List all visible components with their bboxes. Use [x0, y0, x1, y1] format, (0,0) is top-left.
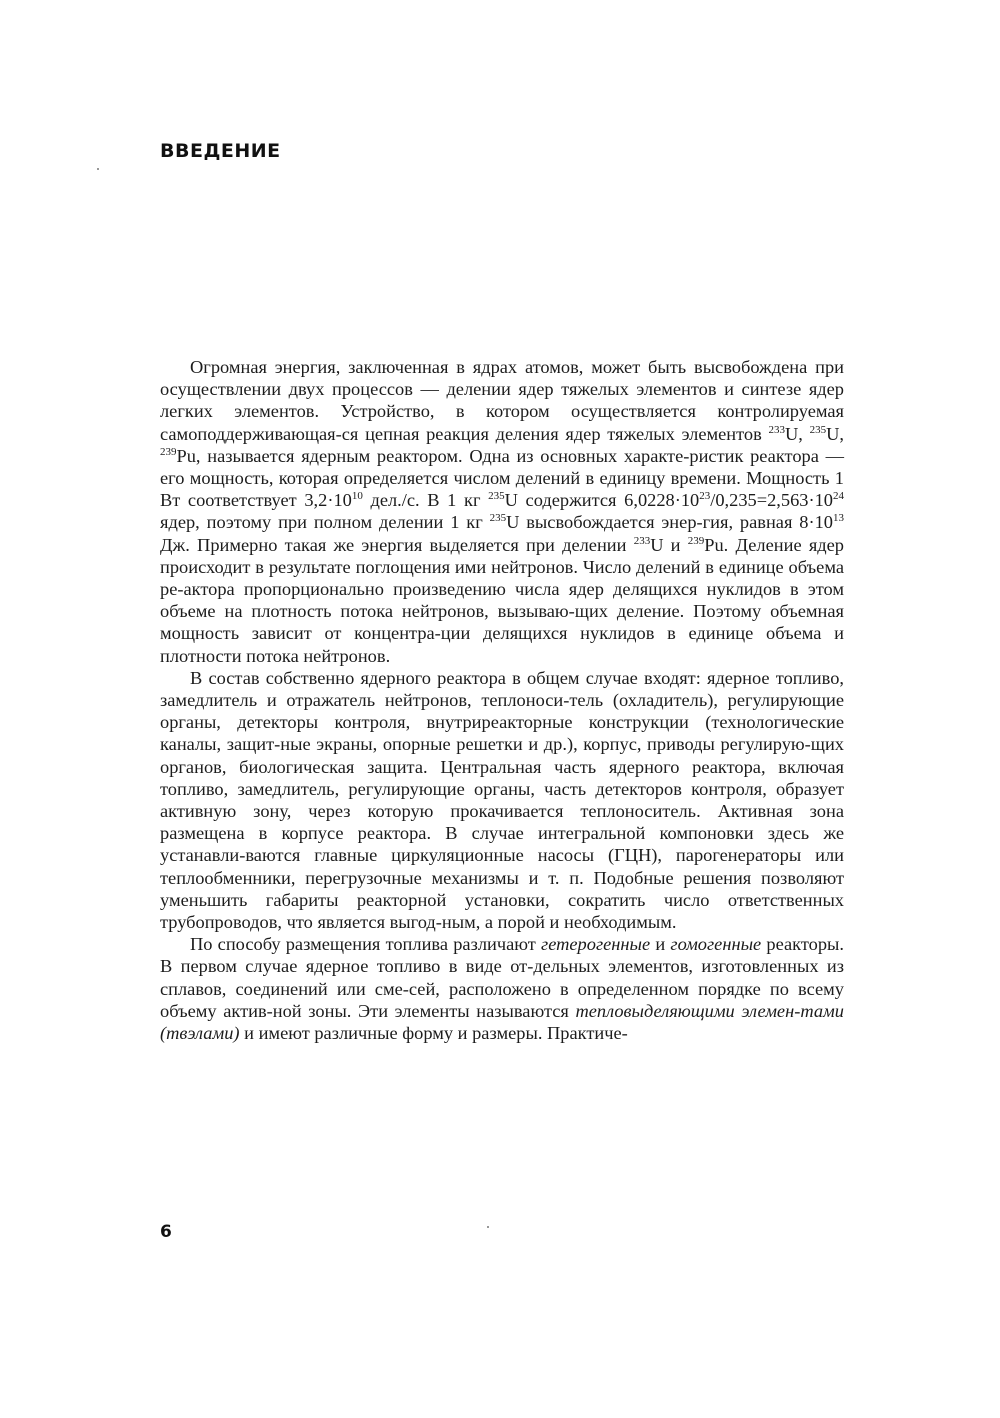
text-run: Pu, называется ядерным реактором. Одна из основных характе-ристик реактора — его мощность, которая определяется числом делений в единицу времени. Мощность 1 Вт соответствует 3,2·10 — [160, 445, 844, 511]
superscript: 13 — [833, 512, 844, 525]
superscript: 233 — [768, 423, 786, 436]
text-run: U, — [826, 423, 844, 444]
italic-term: тепловыделяющими элемен-тами (твэлами) — [160, 1000, 844, 1044]
page-number: 6 — [160, 1222, 172, 1242]
text-run: реакторы. В первом случае ядерное топливо в виде от-дельных элементов, изготовленных из сплавов, соединений или сме-сей, расположено в определенном порядке по всему объему актив-ной зоны. Эти элементы называются — [160, 934, 844, 1021]
text-run: ядер, поэтому при полном делении 1 кг — [160, 512, 490, 533]
text-run: U, — [785, 423, 810, 444]
text-run: дел./с. В 1 кг — [362, 490, 489, 511]
paragraph — [160, 667, 844, 933]
text-run: По способу размещения топлива различают — [190, 934, 542, 955]
text-run: U содержится 6,0228·10 — [504, 490, 700, 511]
body-text — [160, 356, 844, 1044]
text-run: и имеют различные форму и размеры. Практиче- — [239, 1023, 628, 1044]
chapter-heading: ВВЕДЕНИЕ — [160, 140, 281, 162]
paragraph — [160, 933, 844, 1044]
text-run: U высвобождается энер-гия, равная 8·10 — [506, 512, 833, 533]
italic-term: гомогенные — [670, 934, 762, 955]
superscript: 24 — [833, 490, 845, 503]
scan-speck — [487, 1226, 489, 1228]
text-run: В состав собственно ядерного реактора в общем случае входят: ядерное топливо, замедлитель и отражатель нейтронов, теплоноси-тель (охладитель), регулирующие органы, детекторы контроля, внутриреакторные конструкции (технологические каналы, защит-ные экраны, опорные решетки и др.), корпус, приводы регулирую-щих органов, биологическая защита. Центральная часть ядерного реактора, включая топливо, замедлитель, регулирующие органы, часть детекторов контроля, образует активную зону, через которую прокачивается теплоноситель. Активная зона размещена в корпусе реактора. В случае интегральной компоновки здесь же устанавли-ваются главные циркуляционные насосы (ГЦН), парогенераторы или теплообменники, перегрузочные механизмы и т. п. Подобные решения позволяют уменьшить габариты реакторной установки, сократить число ответственных трубопроводов, что является выгод-ным, а порой и необходимым. — [160, 667, 844, 933]
paragraph — [160, 356, 844, 667]
text-run: Огромная энергия, заключенная в ядрах атомов, может быть высвобождена при осуществлении двух процессов — делении ядер тяжелых элементов и синтезе ядер легких элементов. Устройство, в котором осуществляется контролируемая самоподдерживающая-ся цепная реакция деления ядер тяжелых элементов — [160, 357, 844, 444]
superscript: 235 — [488, 490, 505, 503]
superscript: 23 — [699, 490, 711, 503]
superscript: 235 — [489, 512, 507, 525]
superscript: 233 — [633, 534, 651, 547]
italic-term: гетерогенные — [541, 934, 651, 955]
text-run: /0,235=2,563·10 — [710, 490, 834, 511]
superscript: 239 — [687, 534, 705, 547]
text-run: и — [650, 934, 671, 955]
text-run: Дж. Примерно такая же энергия выделяется при делении — [160, 534, 634, 555]
scan-speck — [97, 168, 99, 170]
text-run: Pu. Деление ядер происходит в результате поглощения ими нейтронов. Число делений в единице объема ре-актора пропорционально произведению числа ядер делящихся нуклидов в этом объеме на плотность потока нейтронов, вызываю-щих деление. Поэтому объемная мощность зависит от концентра-ции делящихся нуклидов в единице объема и плотности потока нейтронов. — [160, 534, 844, 666]
superscript: 10 — [351, 490, 363, 503]
text-run: U и — [650, 534, 688, 555]
superscript: 239 — [160, 445, 177, 458]
superscript: 235 — [809, 423, 827, 436]
